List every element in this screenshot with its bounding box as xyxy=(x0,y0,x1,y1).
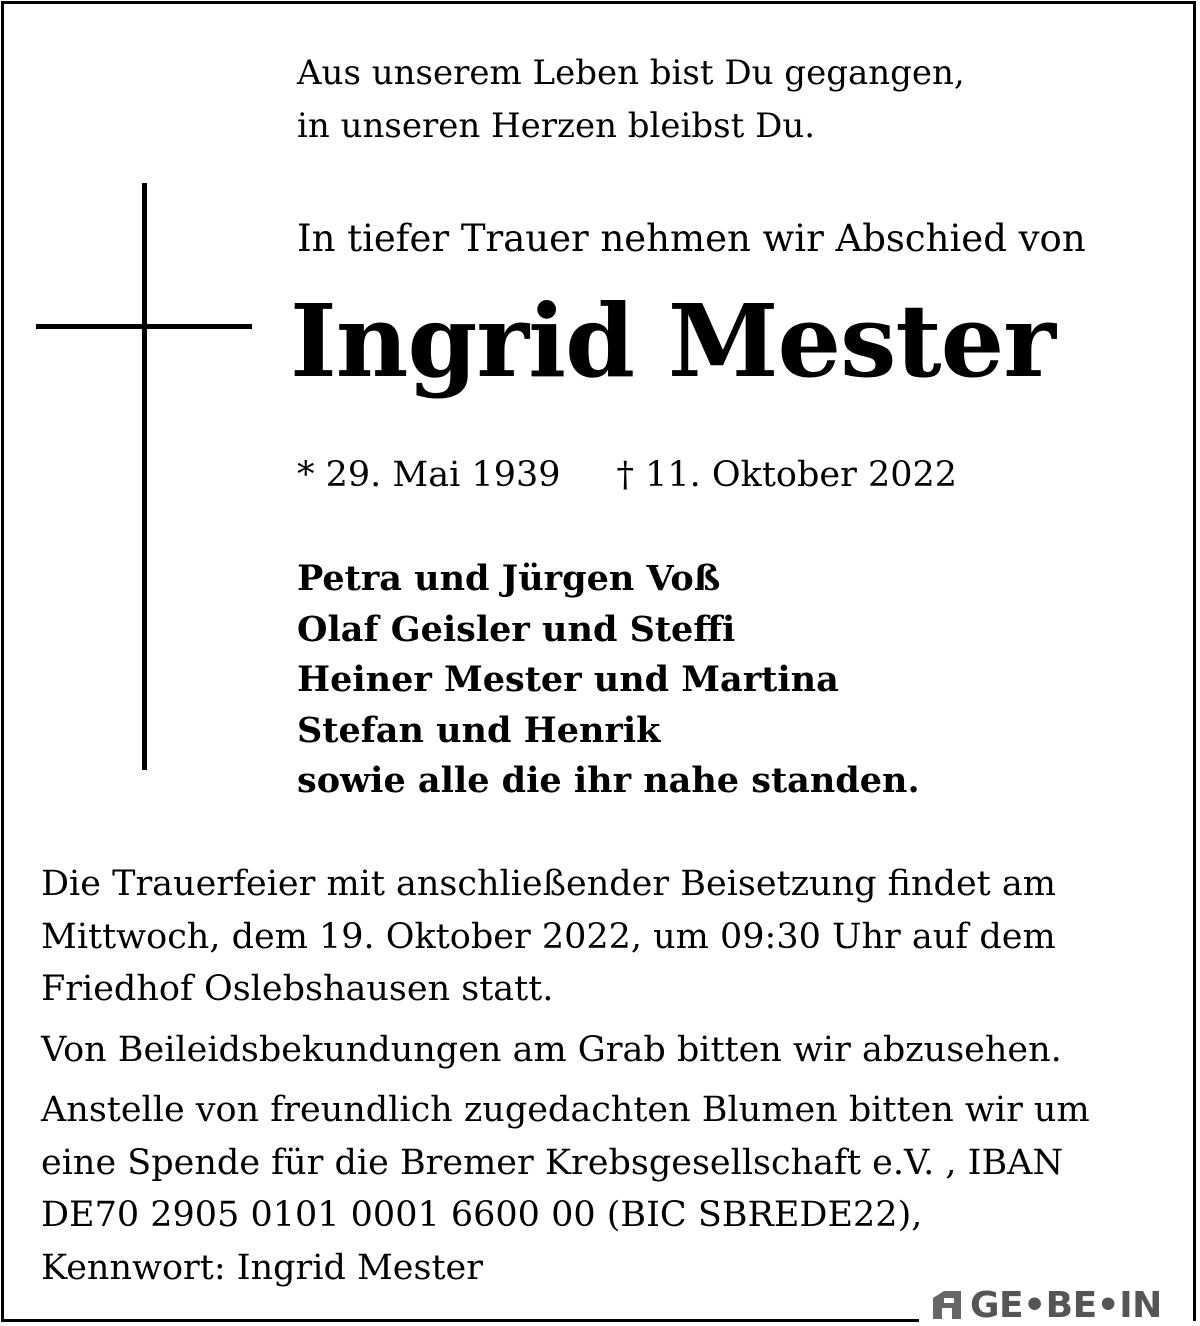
mourner-item: Stefan und Henrik xyxy=(297,709,661,751)
donation-notice-line: eine Spende für die Bremer Krebsgesellschaft e.V. , IBAN xyxy=(41,1142,1064,1183)
logo-text: GE•BE•IN xyxy=(970,1284,1162,1326)
funeral-notice-line: Die Trauerfeier mit anschließender Beisetzung findet am xyxy=(41,864,1056,904)
gebein-logo-icon xyxy=(930,1288,964,1322)
donation-notice-line: Kennwort: Ingrid Mester xyxy=(41,1247,483,1288)
cross-icon-vertical xyxy=(142,183,147,770)
funeral-notice-line: Mittwoch, dem 19. Oktober 2022, um 09:30 Uhr auf dem xyxy=(41,916,1056,957)
funeral-notice-line: Friedhof Oslebshausen statt. xyxy=(41,969,554,1009)
donation-notice xyxy=(41,1084,1090,1294)
verse-line-2: in unseren Herzen bleibst Du. xyxy=(297,106,816,146)
mourner-item: Heiner Mester und Martina xyxy=(297,659,839,700)
donation-notice-line: Anstelle von freundlich zugedachten Blumen bitten wir um xyxy=(41,1090,1090,1130)
bottom-rule xyxy=(1,1319,919,1322)
gebein-logo xyxy=(930,1286,1162,1324)
death-date: † 11. Oktober 2022 xyxy=(616,455,958,495)
deceased-name: Ingrid Mester xyxy=(290,282,1055,400)
donation-notice-line: DE70 2905 0101 0001 6600 00 (BIC SBREDE22), xyxy=(41,1195,923,1235)
mourner-item: Olaf Geisler und Steffi xyxy=(297,608,736,650)
funeral-notice xyxy=(41,858,1056,1016)
condolence-notice xyxy=(41,1024,1062,1077)
cross-icon-horizontal xyxy=(36,324,252,329)
life-dates xyxy=(297,451,957,499)
mourner-item: sowie alle die ihr nahe standen. xyxy=(297,760,920,801)
verse-line-1: Aus unserem Leben bist Du gegangen, xyxy=(297,53,965,93)
birth-date: * 29. Mai 1939 xyxy=(297,455,561,495)
verse xyxy=(297,47,965,153)
condolence-notice-line: Von Beileidsbekundungen am Grab bitten wir abzusehen. xyxy=(41,1030,1062,1070)
mourners-list xyxy=(297,554,920,807)
intro-text: In tiefer Trauer nehmen wir Abschied von xyxy=(297,217,1086,260)
mourner-item: Petra und Jürgen Voß xyxy=(297,558,721,599)
